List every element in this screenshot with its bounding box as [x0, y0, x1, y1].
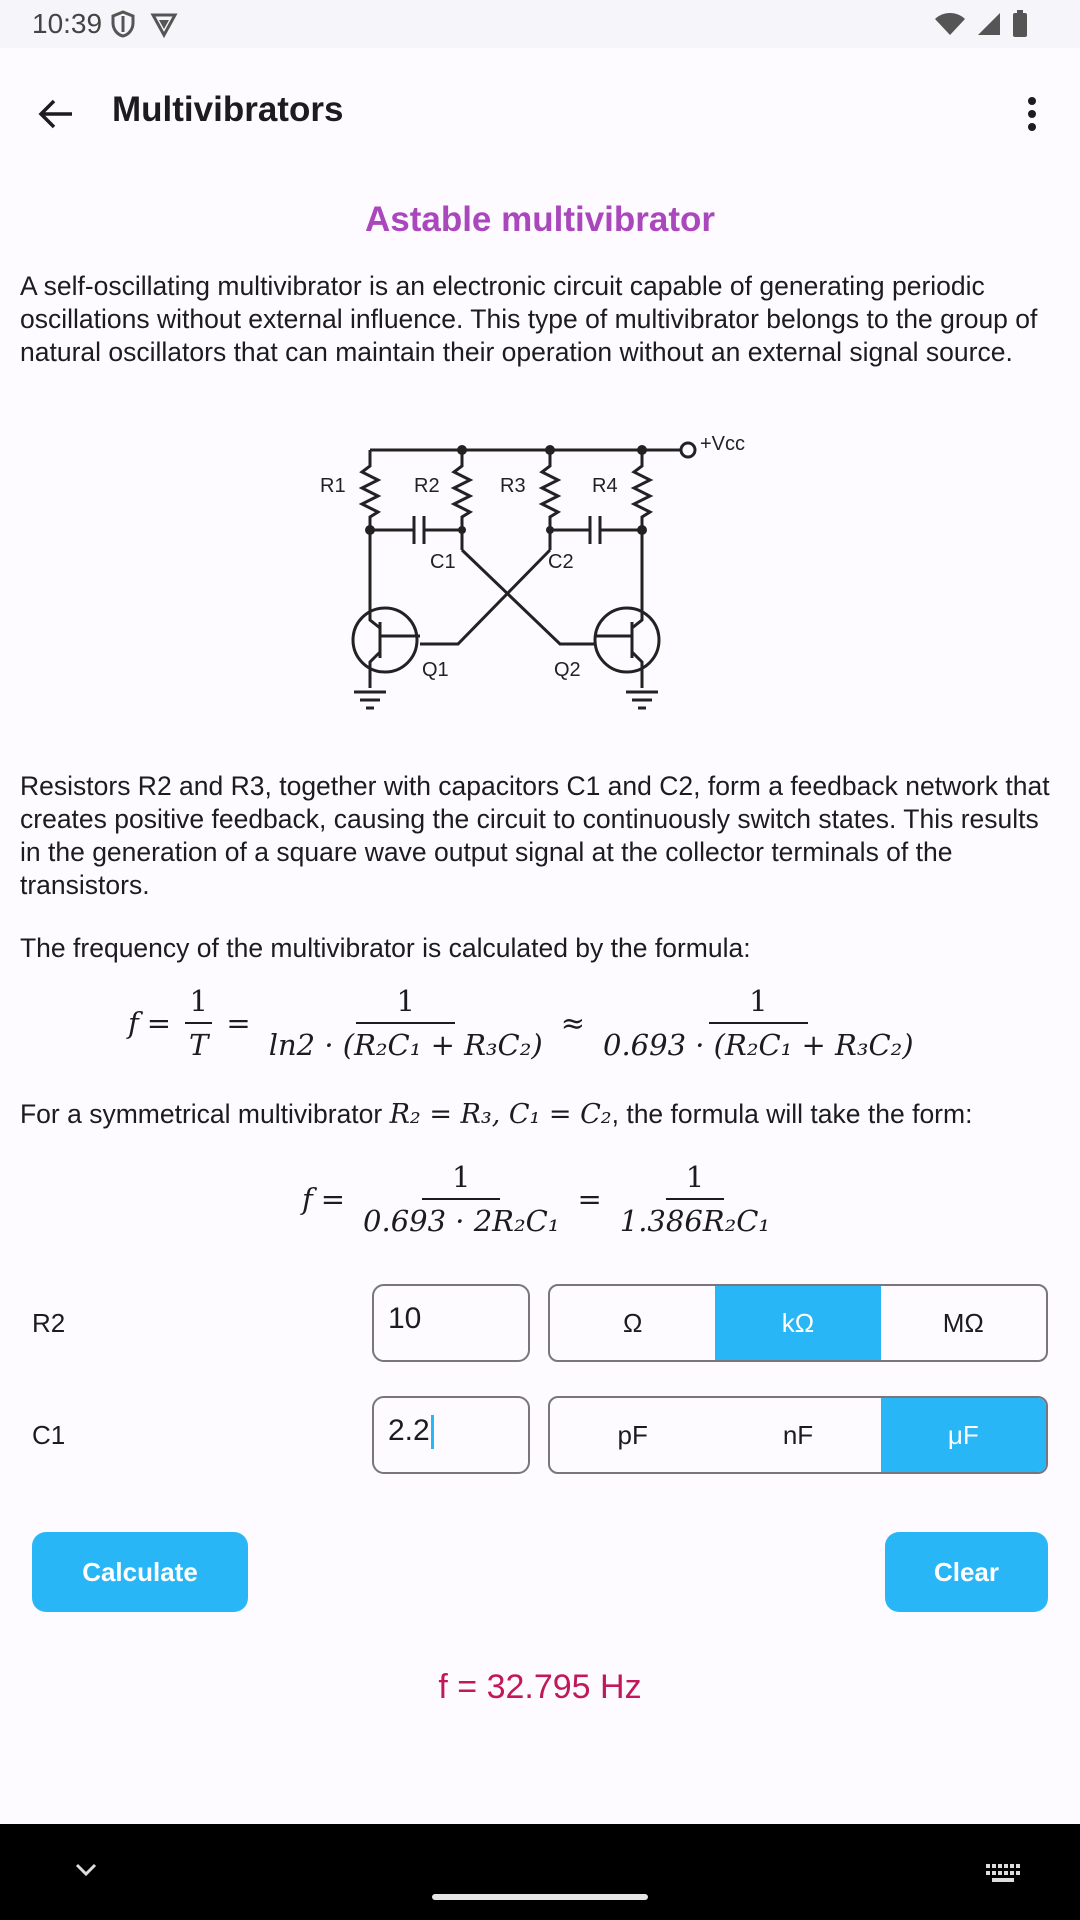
symmetric-condition: R₂ = R₃, C₁ = C₂ [389, 1099, 612, 1130]
more-options-button[interactable] [1012, 88, 1052, 140]
page-title: Multivibrators [112, 90, 344, 129]
status-bar [0, 0, 1080, 48]
c1-unit-pf[interactable]: pF [617, 1419, 648, 1450]
c1-input-value: 2.2 [388, 1414, 430, 1447]
vpn-icon [150, 10, 178, 43]
text-cursor [431, 1415, 434, 1449]
home-handle[interactable] [432, 1894, 648, 1900]
circuit-label-q2: Q2 [554, 659, 581, 681]
calculate-button[interactable]: Calculate [32, 1532, 248, 1612]
symmetric-text: For a symmetrical multivibrator R₂ = R₃, C₁ = C₂, the formula will take the form: [20, 1099, 973, 1130]
circuit-label-c2: C2 [548, 551, 574, 573]
formula2-lhs: f [302, 1182, 313, 1216]
c1-label: C1 [32, 1420, 66, 1450]
keyboard-hide-icon[interactable] [74, 1862, 98, 1883]
clear-button[interactable]: Clear [885, 1532, 1048, 1612]
circuit-label-r3: R3 [500, 475, 526, 497]
formula-fraction-1: $\frac{1}{T}$ [185, 984, 212, 1062]
status-time: 10:39 [32, 8, 103, 39]
r2-label: R2 [32, 1308, 66, 1338]
circuit-label-vcc: +Vcc [700, 433, 746, 455]
circuit-label-c1: C1 [430, 551, 456, 573]
wifi-icon [934, 11, 966, 42]
arrow-back-icon [38, 98, 74, 130]
formula2-fraction-2: $\frac{1}{\text{1.386R₂C₁}}$ [619, 1160, 771, 1238]
frequency-formula: f = $\frac{1}{T}$ = $\frac{1}{\text{ln2 · (R₂C₁ + R₃C₂)}}$ ≈ $\frac{1}{\text{0.693 · (R₂C₁ + R₃C₂)}}$ [128, 984, 924, 1062]
r2-unit-mohm[interactable]: MΩ [942, 1307, 984, 1338]
formula-fraction-3: $\frac{1}{\text{0.693 · (R₂C₁ + R₃C₂)}}$ [603, 984, 914, 1062]
c1-unit-nf[interactable]: nF [782, 1419, 814, 1450]
circuit-diagram [310, 430, 770, 730]
c1-unit-selector [548, 1396, 1048, 1474]
signal-icon [976, 11, 1002, 42]
formula-intro-text: The frequency of the multivibrator is calculated by the formula: [20, 933, 751, 963]
circuit-label-r4: R4 [592, 475, 618, 497]
navigation-bar [0, 1824, 1080, 1920]
c1-input[interactable] [372, 1396, 530, 1474]
more-vert-icon [1027, 97, 1037, 131]
result-text: f = 32.795 Hz [438, 1668, 642, 1706]
r2-unit-selector [548, 1284, 1048, 1362]
feedback-text: Resistors R2 and R3, together with capacitors C1 and C2, form a feedback network that creates positive feedback, causing the circuit to continuously switch states. This results in the generation of a square wave output signal at the collector terminals of the transistors. [20, 771, 1050, 900]
intro-text: A self-oscillating multivibrator is an electronic circuit capable of generating periodic oscillations without external influence. This type of multivibrator belongs to the group of natural oscillators that can maintain their operation without an external signal source. [20, 271, 1038, 367]
keyboard-icon[interactable] [986, 1864, 1020, 1887]
symmetric-formula: f = $\frac{1}{\text{0.693 · 2R₂C₁}}$ = $\frac{1}{\text{1.386R₂C₁}}$ [302, 1160, 780, 1238]
circuit-label-q1: Q1 [422, 659, 449, 681]
r2-unit-ohm[interactable]: Ω [622, 1307, 643, 1338]
circuit-label-r2: R2 [414, 475, 440, 497]
back-button[interactable] [30, 88, 82, 140]
r2-input[interactable]: 10 [372, 1284, 530, 1362]
formula2-fraction-1: $\frac{1}{\text{0.693 · 2R₂C₁}}$ [363, 1160, 560, 1238]
battery-icon [1012, 10, 1028, 43]
formula-fraction-2: $\frac{1}{\text{ln2 · (R₂C₁ + R₃C₂)}}$ [268, 984, 543, 1062]
circuit-label-r1: R1 [320, 475, 346, 497]
c1-unit-uf[interactable]: μF [881, 1398, 1046, 1472]
formula-lhs: f [128, 1006, 139, 1040]
shield-icon [110, 10, 136, 43]
app-bar [0, 48, 1080, 176]
section-title: Astable multivibrator [364, 200, 716, 239]
r2-unit-kohm[interactable]: kΩ [715, 1286, 880, 1360]
